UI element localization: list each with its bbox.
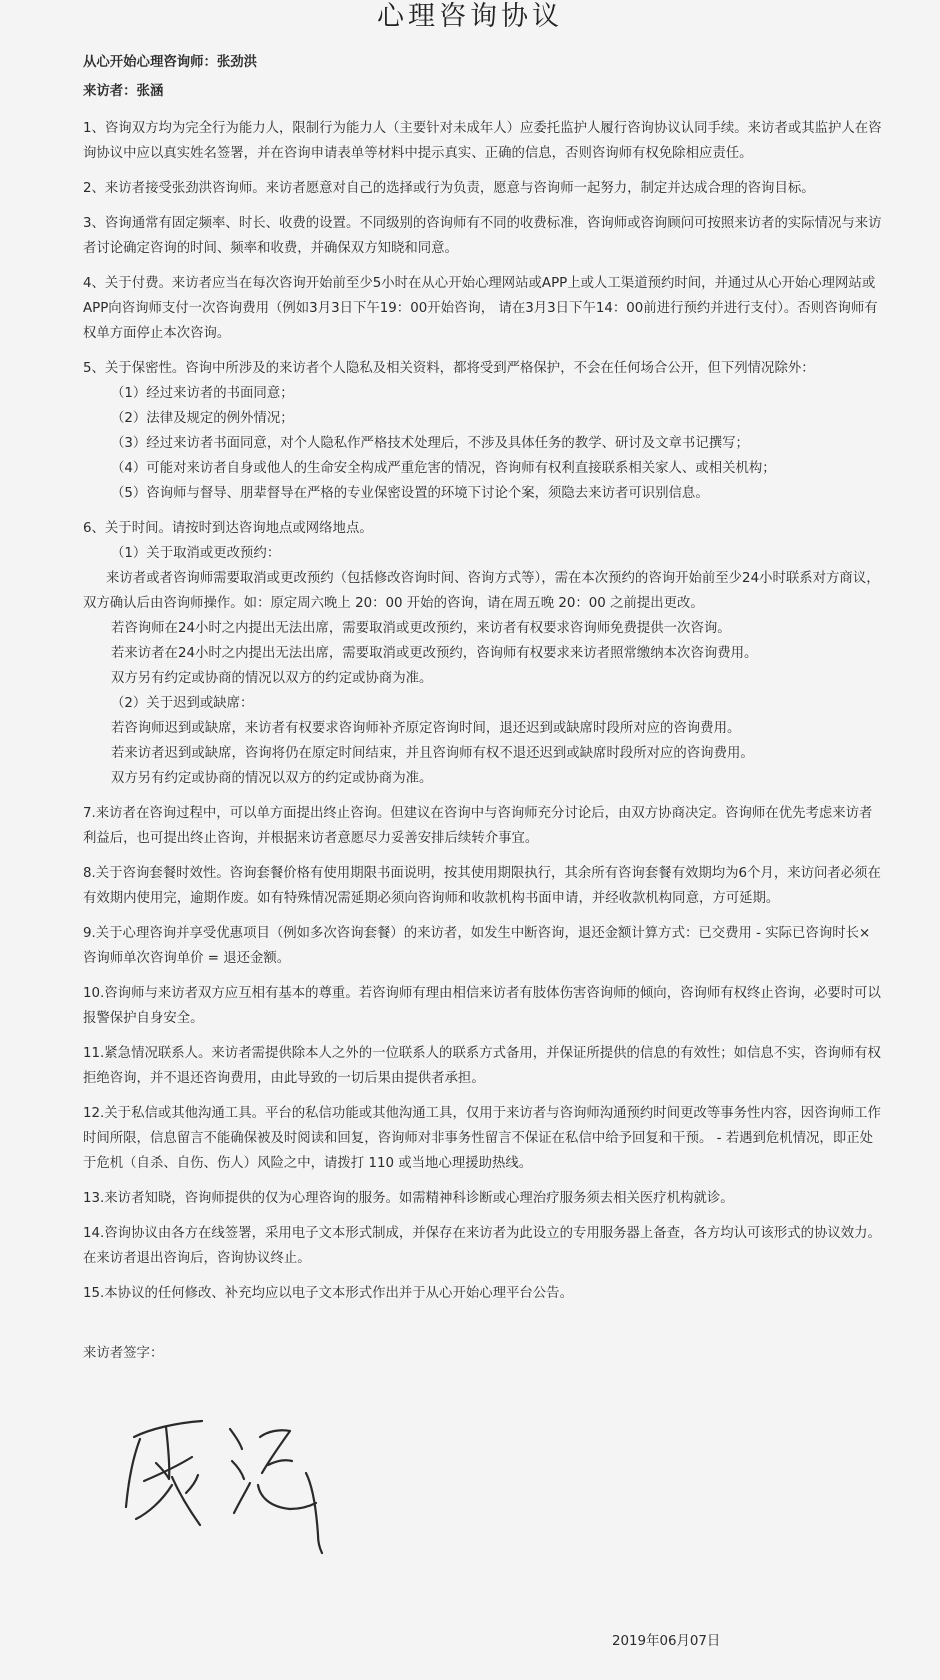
clause-6-sub1-text: 来访者或者咨询师需要取消或更改预约（包括修改咨询时间、咨询方式等），需在本次预约的咨询开始前至少24小时联系对方商议，双方确认后由咨询师操作。如：原定周六晚上 20：00 开始的咨询，请在周五晚 20：00 之前提出更改。 xyxy=(83,571,880,611)
clause-1: 1、咨询双方均为完全行为能力人，限制行为能力人（主要针对未成年人）应委托监护人履行咨询协议认同手续。来访者或其监护人在咨询协议中应以真实姓名签署，并在咨询申请表单等材料中提示真实、正确的信息，否则咨询师有权免除相应责任。 xyxy=(83,121,882,161)
clause-11: 11.紧急情况联系人。来访者需提供除本人之外的一位联系人的联系方式备用，并保证所提供的信息的有效性；如信息不实，咨询师有权拒绝咨询，并不退还咨询费用，由此导致的一切后果由提供者承担。 xyxy=(83,1046,881,1086)
clause-6-sub2-line: 双方另有约定或协商的情况以双方的约定或协商为准。 xyxy=(111,771,433,786)
clause-6-sub1-line: 若咨询师在24小时之内提出无法出席，需要取消或更改预约，来访者有权要求咨询师免费提供一次咨询。 xyxy=(111,621,731,636)
clause-5-item: （4）可能对来访者自身或他人的生命安全构成严重危害的情况，咨询师有权利直接联系相关家人、或相关机构； xyxy=(111,461,776,476)
clause-2: 2、来访者接受张劲洪咨询师。来访者愿意对自己的选择或行为负责，愿意与咨询师一起努力，制定并达成合理的咨询目标。 xyxy=(83,181,815,196)
agreement-body xyxy=(83,50,883,1306)
clause-9: 9.关于心理咨询并享受优惠项目（例如多次咨询套餐）的来访者，如发生中断咨询，退还金额计算方式：已交费用 - 实际已咨询时长×咨询师单次咨询单价 = 退还金额。 xyxy=(83,926,871,966)
clause-13: 13.来访者知晓，咨询师提供的仅为心理咨询的服务。如需精神科诊断或心理治疗服务须去相关医疗机构就诊。 xyxy=(83,1191,734,1206)
counselor-line: 从心开始心理咨询师：张劲洪 xyxy=(83,55,258,70)
clause-3: 3、咨询通常有固定频率、时长、收费的设置。不同级别的咨询师有不同的收费标准，咨询师或咨询顾问可按照来访者的实际情况与来访者讨论确定咨询的时间、频率和收费，并确保双方知晓和同意。 xyxy=(83,216,882,256)
clause-6-sub1-line: 若来访者在24小时之内提出无法出席，需要取消或更改预约，咨询师有权要求来访者照常缴纳本次咨询费用。 xyxy=(111,646,758,661)
clause-5-item: （1）经过来访者的书面同意； xyxy=(111,386,294,401)
clause-6-intro: 6、关于时间。请按时到达咨询地点或网络地点。 xyxy=(83,521,373,536)
clause-5-item: （2）法律及规定的例外情况； xyxy=(111,411,294,426)
signature-label: 来访者签字： xyxy=(83,1346,164,1361)
clause-7: 7.来访者在咨询过程中，可以单方面提出终止咨询。但建议在咨询中与咨询师充分讨论后，由双方协商决定。咨询师在优先考虑来访者利益后，也可提出终止咨询，并根据来访者意愿尽力妥善安排后续转介事宜。 xyxy=(83,806,873,846)
document-title: 心理咨询协议 xyxy=(377,1,563,32)
client-line: 来访者：张涵 xyxy=(83,84,164,99)
clause-10: 10.咨询师与来访者双方应互相有基本的尊重。若咨询师有理由相信来访者有肢体伤害咨询师的倾向，咨询师有权终止咨询，必要时可以报警保护自身安全。 xyxy=(83,986,881,1026)
signature-date: 2019年06月07日 xyxy=(612,1634,721,1649)
handwritten-signature xyxy=(120,1415,360,1555)
clause-6-sub2-line: 若咨询师迟到或缺席，来访者有权要求咨询师补齐原定咨询时间，退还迟到或缺席时段所对应的咨询费用。 xyxy=(111,721,741,736)
clause-12: 12.关于私信或其他沟通工具。平台的私信功能或其他沟通工具，仅用于来访者与咨询师沟通预约时间更改等事务性内容，因咨询师工作时间所限，信息留言不能确保被及时阅读和回复，咨询师对非事务性留言不保证在私信中给予回复和干预。 - 若遇到危机情况，即正处于危机（自杀、自伤、伤人）风险之中，请拨打 110 或当地心理援助热线。 xyxy=(83,1106,881,1171)
clause-5-item: （5）咨询师与督导、朋辈督导在严格的专业保密设置的环境下讨论个案，须隐去来访者可识别信息。 xyxy=(111,486,709,501)
clause-6-sub2-title: （2）关于迟到或缺席： xyxy=(111,696,254,711)
clause-14: 14.咨询协议由各方在线签署，采用电子文本形式制成，并保存在来访者为此设立的专用服务器上备查，各方均认可该形式的协议效力。在来访者退出咨询后，咨询协议终止。 xyxy=(83,1226,881,1266)
clause-5-item: （3）经过来访者书面同意，对个人隐私作严格技术处理后，不涉及具体任务的教学、研讨及文章书记撰写； xyxy=(111,436,749,451)
clause-6-sub1-title: （1）关于取消或更改预约： xyxy=(111,546,281,561)
clause-6-sub2-line: 若来访者迟到或缺席，咨询将仍在原定时间结束，并且咨询师有权不退还迟到或缺席时段所对应的咨询费用。 xyxy=(111,746,754,761)
clause-8: 8.关于咨询套餐时效性。咨询套餐价格有使用期限书面说明，按其使用期限执行，其余所有咨询套餐有效期均为6个月，来访问者必须在有效期内使用完，逾期作废。如有特殊情况需延期必须向咨询师和收款机构书面申请，并经收款机构同意，方可延期。 xyxy=(83,866,881,906)
clause-5-intro: 5、关于保密性。咨询中所涉及的来访者个人隐私及相关资料，都将受到严格保护，不会在任何场合公开，但下列情况除外： xyxy=(83,361,815,376)
clause-15: 15.本协议的任何修改、补充均应以电子文本形式作出并于从心开始心理平台公告。 xyxy=(83,1286,573,1301)
clause-4: 4、关于付费。来访者应当在每次咨询开始前至少5小时在从心开始心理网站或APP上或人工渠道预约时间，并通过从心开始心理网站或APP向咨询师支付一次咨询费用（例如3月3日下午19：00开始咨询， 请在3月3日下午14：00前进行预约并进行支付）。否则咨询师有权单方面停止本次咨询。 xyxy=(83,276,878,341)
clause-6-sub1-line: 双方另有约定或协商的情况以双方的约定或协商为准。 xyxy=(111,671,433,686)
